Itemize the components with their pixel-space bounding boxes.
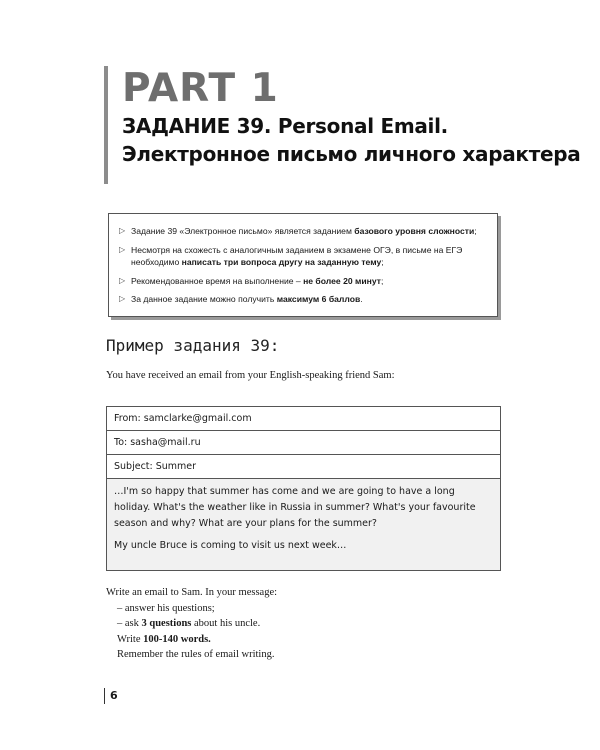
triangle-bullet-icon: ▷ — [119, 226, 126, 235]
info-box — [108, 213, 498, 317]
info-item — [119, 244, 493, 269]
info-item-text — [131, 225, 477, 238]
email-to: To: sasha@mail.ru — [107, 431, 500, 455]
info-item-segment: . — [360, 294, 363, 304]
info-item-segment: ; — [380, 275, 384, 286]
triangle-bullet-icon: ▷ — [119, 244, 126, 254]
info-item-bold: написать три вопроса другу на заданную тему — [181, 257, 382, 267]
intro-text: You have received an email from your English-speaking friend Sam: — [106, 370, 395, 381]
instruction-text: – ask — [117, 618, 142, 629]
info-item-segment: ; — [381, 257, 384, 267]
page-number: 6 — [104, 688, 118, 704]
info-item-bold: не более 20 минут — [303, 275, 381, 286]
triangle-bullet-icon: ▷ — [119, 294, 126, 303]
triangle-bullet-icon: ▷ — [119, 275, 126, 285]
instruction-bold: 3 questions — [141, 618, 192, 629]
info-item — [119, 293, 493, 306]
info-item-bold: максимум 6 баллов — [276, 294, 361, 304]
instruction-line: – answer his questions; — [117, 602, 215, 614]
instruction-text: Write — [117, 633, 144, 645]
instructions — [106, 585, 277, 663]
part-title: PART 1 — [122, 66, 279, 111]
instruction-line — [106, 632, 277, 648]
email-card — [106, 406, 501, 571]
info-item-segment: Несмотря на схожесть с аналогичным заданием в экзамене ОГЭ, в письме на ЕГЭ необходимо — [131, 244, 463, 267]
info-item — [119, 275, 493, 288]
email-from: From: samclarke@gmail.com — [107, 407, 500, 431]
info-item-segment: Рекомендованное время на выполнение – — [131, 275, 304, 286]
email-subject: Subject: Summer — [107, 455, 500, 479]
instruction-line: Remember the rules of email writing. — [117, 649, 275, 660]
instruction-bold: 100-140 words. — [143, 633, 211, 645]
email-body — [107, 479, 500, 570]
heading-block — [104, 66, 580, 184]
info-item-segment: ; — [474, 226, 477, 236]
email-body-paragraph: …I'm so happy that summer has come and we are going to have a long holiday. What's the weather like in Russia in summer? What's your favourite season and why? What are your plans for the summer? — [114, 486, 476, 529]
instruction-line: Write an email to Sam. In your message: — [106, 587, 278, 598]
info-item — [119, 225, 493, 238]
info-item-text — [131, 244, 493, 269]
example-title: Пример задания 39: — [106, 336, 280, 355]
task-title-line1: ЗАДАНИЕ 39. Personal Email. — [122, 114, 448, 138]
instruction-line — [106, 616, 277, 632]
info-list — [119, 225, 493, 306]
info-item-bold: базового уровня сложности — [354, 226, 475, 236]
info-item-text — [131, 275, 383, 288]
info-item-segment: Задание 39 «Электронное письмо» является заданием — [131, 226, 355, 236]
info-item-text — [131, 293, 363, 306]
task-title-line2: Электронное письмо личного характера — [122, 142, 581, 166]
info-item-segment: За данное задание можно получить — [131, 294, 277, 304]
email-body-paragraph: My uncle Bruce is coming to visit us next week… — [114, 540, 347, 551]
instruction-text: about his uncle. — [191, 618, 261, 629]
